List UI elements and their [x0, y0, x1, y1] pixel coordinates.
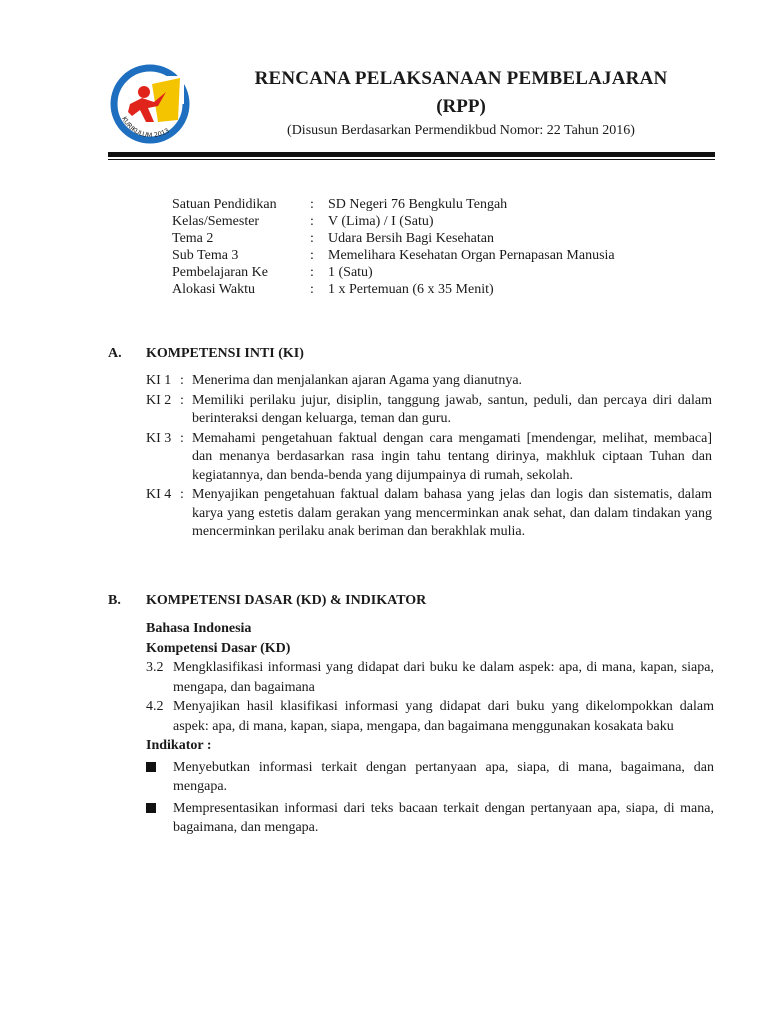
ki-colon: :	[180, 392, 184, 408]
identity-row	[172, 230, 748, 247]
identity-row	[172, 247, 748, 264]
kd-text: Menyajikan hasil klasifikasi informasi yang didapat dari buku yang dikelompokkan dalam aspek: apa, di mana, kapan, siapa, mengapa, dan bagaimana menggunakan kosakata baku	[173, 699, 714, 734]
ki-item	[146, 486, 712, 542]
identity-colon: :	[310, 248, 314, 263]
identity-label: Sub Tema 3	[172, 248, 239, 263]
ki-item	[146, 372, 712, 391]
kd-number: 3.2	[146, 660, 164, 675]
identity-label: Pembelajaran Ke	[172, 265, 269, 280]
ki-label: KI 4	[146, 487, 172, 502]
document-basis: (Disusun Berdasarkan Permendikbud Nomor: 22 Tahun 2016)	[287, 123, 635, 138]
header-rule-thin	[108, 159, 715, 160]
ki-text: Menyajikan pengetahuan faktual dalam bahasa yang jelas dan logis dan sistematis, dalam karya yang estetis dalam gerakan yang mencerminkan anak sehat, dan dalam tindakan yang mencerminkan perilaku anak beriman dan berakhlak mulia.	[192, 487, 712, 539]
kd-number: 4.2	[146, 699, 164, 714]
section-b-heading	[108, 593, 426, 609]
indicator-text: Menyebutkan informasi terkait dengan pertanyaan apa, siapa, di mana, bagaimana, dan mengapa.	[173, 759, 714, 794]
identity-label: Satuan Pendidikan	[172, 197, 277, 212]
kd-item	[146, 658, 714, 697]
bullet-square-icon	[146, 758, 173, 797]
ki-text: Memiliki perilaku jujur, disiplin, tanggung jawab, santun, peduli, dan percaya diri dalam berinteraksi dengan keluarga, teman dan guru.	[192, 392, 712, 426]
section-b-title: KOMPETENSI DASAR (KD) & INDIKATOR	[146, 593, 427, 608]
section-a-title: KOMPETENSI INTI (KI)	[146, 346, 304, 361]
document-title: RENCANA PELAKSANAAN PEMBELAJARAN	[254, 68, 668, 89]
ki-colon: :	[180, 487, 184, 502]
ki-label: KI 2	[146, 392, 172, 408]
kurikulum-2013-logo	[108, 62, 192, 146]
ki-item	[146, 392, 712, 429]
ki-list	[146, 372, 712, 543]
identity-colon: :	[310, 214, 314, 229]
section-a-heading	[108, 346, 304, 362]
logo-text: KURIKULUM 2013	[120, 115, 171, 140]
section-a-letter: A.	[108, 346, 122, 361]
kd-heading: Kompetensi Dasar (KD)	[146, 640, 291, 656]
ki-colon: :	[180, 430, 184, 446]
document-abbreviation: (RPP)	[436, 96, 486, 117]
identity-label: Tema 2	[172, 231, 214, 246]
indicator-heading: Indikator :	[146, 738, 212, 753]
indicator-item	[146, 758, 714, 797]
section-b-letter: B.	[108, 593, 121, 608]
identity-value: Udara Bersih Bagi Kesehatan	[328, 231, 494, 246]
identity-row	[172, 281, 748, 298]
subject-heading: Bahasa Indonesia	[146, 621, 252, 636]
kd-text: Mengklasifikasi informasi yang didapat dari buku ke dalam aspek: apa, di mana, kapan, siapa, mengapa, dan bagaimana	[173, 660, 714, 695]
indicator-item	[146, 799, 714, 838]
identity-row	[172, 264, 748, 281]
ki-label: KI 3	[146, 430, 172, 446]
identity-value: SD Negeri 76 Bengkulu Tengah	[328, 197, 508, 212]
identity-value: 1 x Pertemuan (6 x 35 Menit)	[328, 282, 494, 297]
identity-row	[172, 213, 748, 230]
ki-item	[146, 430, 712, 486]
identity-label: Alokasi Waktu	[172, 282, 255, 297]
ki-label: KI 1	[146, 373, 172, 388]
identity-value: 1 (Satu)	[328, 265, 373, 280]
identity-colon: :	[310, 282, 314, 297]
bullet-square-icon	[146, 799, 173, 838]
identity-row	[172, 196, 748, 213]
identity-value: Memelihara Kesehatan Organ Pernapasan Manusia	[328, 248, 615, 263]
identity-table	[172, 196, 748, 298]
ki-text: Menerima dan menjalankan ajaran Agama yang dianutnya.	[192, 373, 523, 388]
identity-colon: :	[310, 265, 314, 280]
identity-colon: :	[310, 197, 314, 212]
kd-section	[146, 619, 714, 838]
indicator-text: Mempresentasikan informasi dari teks bacaan terkait dengan pertanyaan apa, siapa, di mana, bagaimana, dan mengapa.	[173, 800, 714, 835]
identity-colon: :	[310, 231, 314, 246]
identity-label: Kelas/Semester	[172, 214, 260, 229]
kd-item	[146, 697, 714, 736]
ki-text: Memahami pengetahuan faktual dengan cara mengamati [mendengar, melihat, membaca] dan menanya berdasarkan rasa ingin tahu tentang dirinya, makhluk ciptaan Tuhan dan kegiatannya, dan benda-benda yang dijumpainya di rumah, sekolah.	[192, 430, 712, 483]
ki-colon: :	[180, 373, 184, 388]
identity-value: V (Lima) / I (Satu)	[328, 214, 434, 229]
header-rule-thick	[108, 152, 715, 157]
